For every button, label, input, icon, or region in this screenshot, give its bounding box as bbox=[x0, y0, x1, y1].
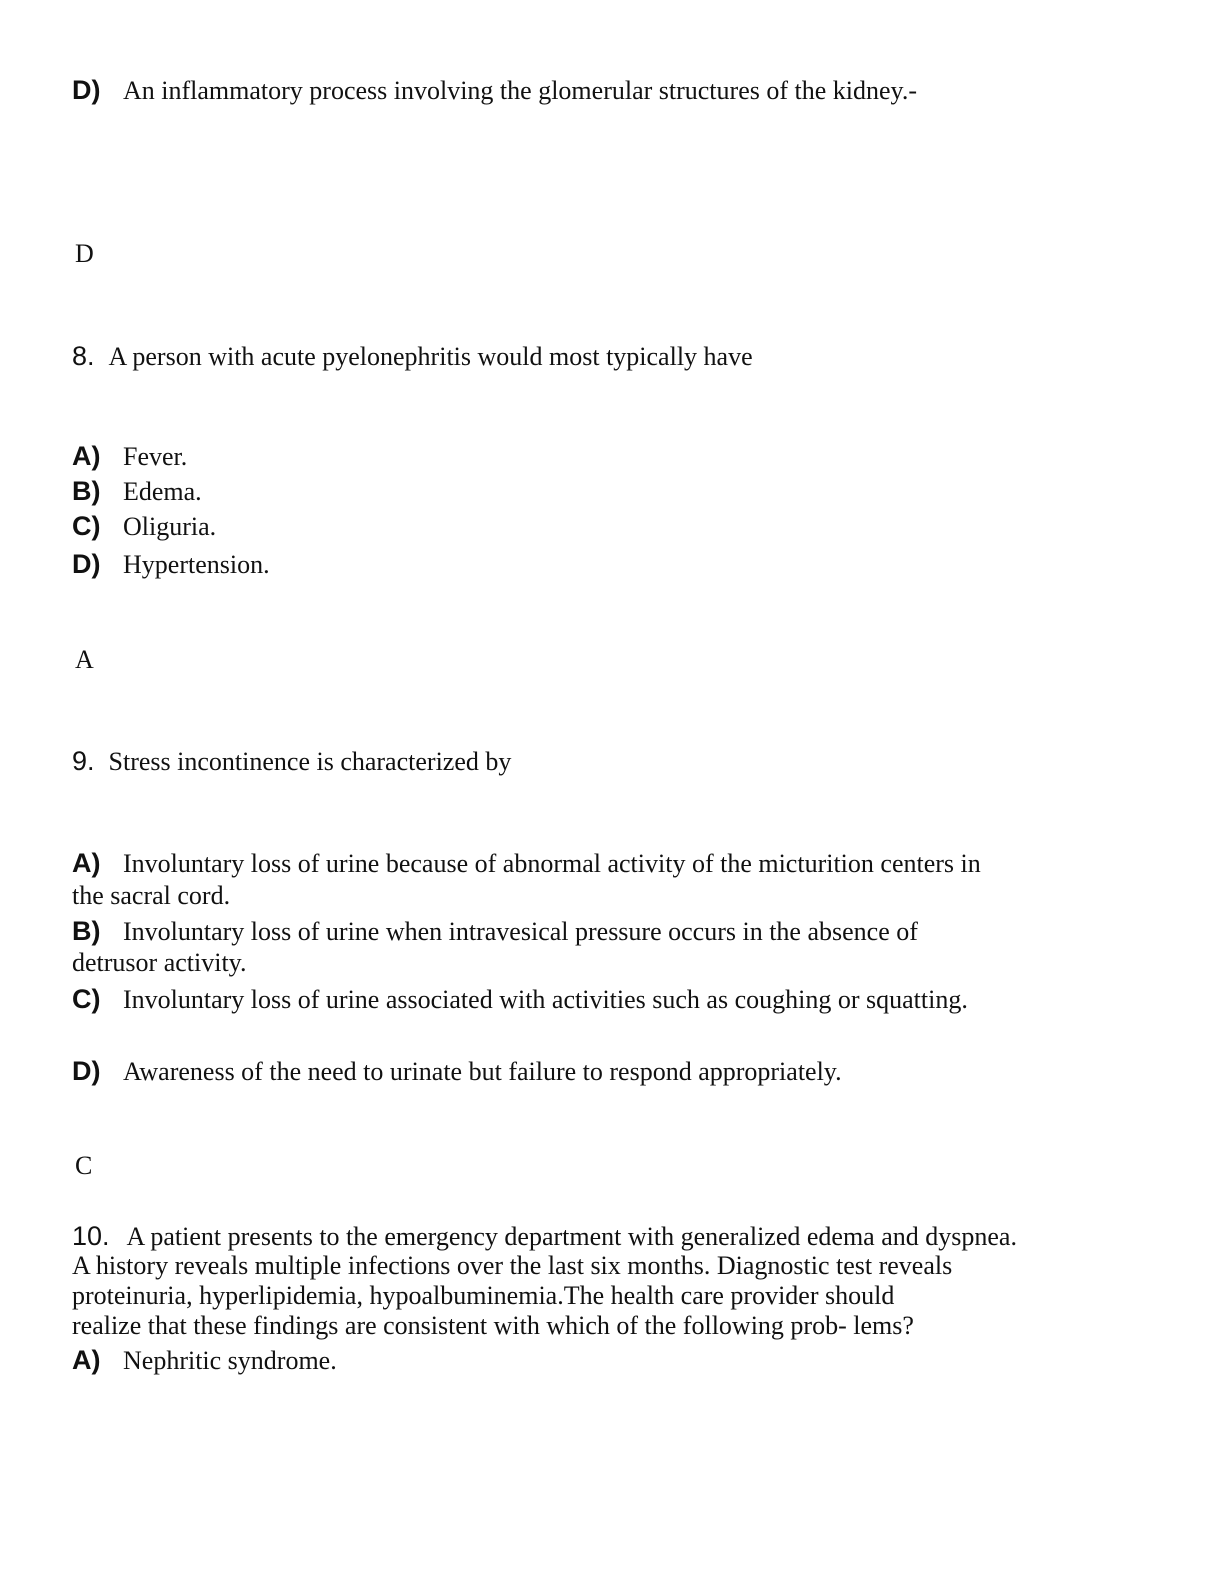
option-d bbox=[72, 549, 270, 580]
question-number: 10. bbox=[72, 1221, 110, 1251]
answer-key: A bbox=[75, 645, 94, 674]
option-text: Edema. bbox=[123, 477, 202, 506]
option-c bbox=[72, 511, 216, 542]
option-a bbox=[72, 848, 981, 879]
question-number: 8. bbox=[72, 341, 95, 371]
option-d bbox=[72, 75, 917, 106]
option-label: A) bbox=[72, 848, 101, 878]
option-b-continuation: detrusor activity. bbox=[72, 948, 247, 977]
option-label: A) bbox=[72, 441, 101, 471]
answer-key: C bbox=[75, 1151, 93, 1180]
option-text: Hypertension. bbox=[123, 550, 270, 579]
question-9 bbox=[72, 746, 511, 777]
option-label: C) bbox=[72, 984, 101, 1014]
option-label: B) bbox=[72, 476, 101, 506]
option-label: A) bbox=[72, 1345, 101, 1375]
question-text-line: realize that these findings are consistent with which of the following prob- lems? bbox=[72, 1311, 914, 1340]
question-text: A person with acute pyelonephritis would most typically have bbox=[108, 342, 753, 371]
option-text: Oliguria. bbox=[123, 512, 217, 541]
option-text: Involuntary loss of urine associated with activities such as coughing or squatting. bbox=[123, 985, 968, 1014]
option-label: C) bbox=[72, 511, 101, 541]
question-text-line: A history reveals multiple infections over the last six months. Diagnostic test reveals bbox=[72, 1251, 953, 1280]
option-text: Fever. bbox=[123, 442, 188, 471]
option-a-continuation: the sacral cord. bbox=[72, 881, 231, 910]
option-label: D) bbox=[72, 1056, 101, 1086]
option-label: B) bbox=[72, 916, 101, 946]
option-text: Involuntary loss of urine when intravesical pressure occurs in the absence of bbox=[123, 917, 918, 946]
option-a bbox=[72, 441, 187, 472]
question-text: A patient presents to the emergency department with generalized edema and dyspnea. bbox=[126, 1222, 1017, 1251]
question-10 bbox=[72, 1221, 1017, 1252]
question-text-line: proteinuria, hyperlipidemia, hypoalbuminemia.The health care provider should bbox=[72, 1281, 895, 1310]
question-text: Stress incontinence is characterized by bbox=[108, 747, 512, 776]
question-8 bbox=[72, 341, 753, 372]
option-b bbox=[72, 476, 202, 507]
option-d bbox=[72, 1056, 842, 1087]
option-text: Nephritic syndrome. bbox=[123, 1346, 337, 1375]
option-b bbox=[72, 916, 918, 947]
answer-key: D bbox=[75, 239, 94, 268]
option-text: Awareness of the need to urinate but failure to respond appropriately. bbox=[123, 1057, 842, 1086]
option-a bbox=[72, 1345, 337, 1376]
option-label: D) bbox=[72, 75, 101, 105]
option-label: D) bbox=[72, 549, 101, 579]
option-c bbox=[72, 984, 968, 1015]
option-text: An inflammatory process involving the glomerular structures of the kidney.- bbox=[123, 76, 918, 105]
option-text: Involuntary loss of urine because of abnormal activity of the micturition centers in bbox=[123, 849, 981, 878]
question-number: 9. bbox=[72, 746, 95, 776]
